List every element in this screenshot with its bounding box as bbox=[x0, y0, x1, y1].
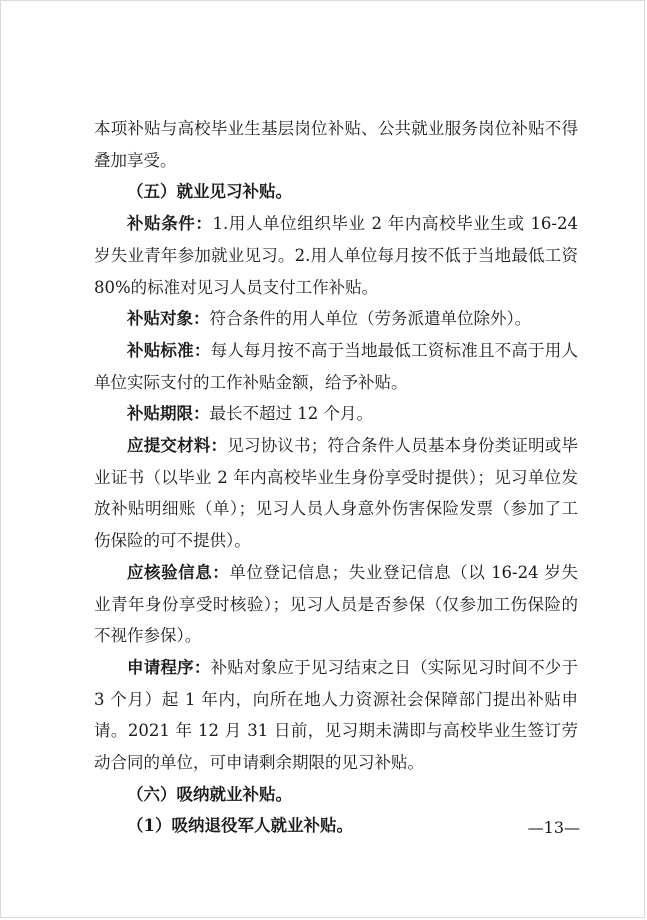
paragraph-target bbox=[94, 303, 578, 335]
text-verify: 单位登记信息；失业登记信息（以 16-24 岁失业青年身份享受时核验）；见习人员是否参保（仅参加工伤保险的不视作参保）。 bbox=[94, 562, 578, 646]
text-documents: 见习协议书；符合条件人员基本身份类证明或毕业证书（以毕业 2 年内高校毕业生身份享受时提供）；见习单位发放补贴明细账（单）；见习人员人身意外伤害保险发票（参加了工伤保险的可不提供）。 bbox=[94, 436, 579, 551]
paragraph-standard bbox=[94, 335, 578, 398]
label-verify: 应核验信息： bbox=[127, 562, 230, 582]
page-number: —13— bbox=[527, 818, 580, 837]
paragraph-conditions bbox=[94, 208, 578, 303]
section-heading-5: （五）就业见习补贴。 bbox=[127, 182, 292, 202]
label-documents: 应提交材料： bbox=[127, 436, 228, 456]
paragraph-documents bbox=[94, 430, 578, 557]
paragraph-period bbox=[94, 398, 578, 430]
text-target: 符合条件的用人单位（劳务派遣单位除外）。 bbox=[209, 309, 532, 329]
text-procedure: 补贴对象应于见习结束之日（实际见习时间不少于 3 个月）起 1 年内，向所在地人力资源社会保障部门提出补贴申请。2021 年 12 月 31 日前，见习期未满即与高校毕业生签订劳动合同的单位，可申请剩余期限的见习补贴。 bbox=[94, 657, 579, 773]
label-conditions: 补贴条件： bbox=[127, 214, 213, 234]
label-period: 补贴期限： bbox=[127, 404, 210, 424]
paragraph-procedure bbox=[94, 652, 578, 779]
label-procedure: 申请程序： bbox=[127, 657, 211, 677]
text-period: 最长不超过 12 个月。 bbox=[209, 404, 373, 424]
paragraph-verify bbox=[94, 557, 578, 652]
label-target: 补贴对象： bbox=[127, 309, 210, 329]
label-standard: 补贴标准： bbox=[127, 340, 211, 360]
text-conditions: 1.用人单位组织毕业 2 年内高校毕业生或 16-24 岁失业青年参加就业见习。2.用人单位每月按不低于当地最低工资 80%的标准对见习人员支付工作补贴。 bbox=[94, 214, 579, 297]
subsection-heading-6-1: （1）吸纳退役军人就业补贴。 bbox=[127, 816, 353, 836]
paragraph-overlap-note: 本项补贴与高校毕业生基层岗位补贴、公共就业服务岗位补贴不得叠加享受。 bbox=[94, 119, 578, 170]
section-heading-6: （六）吸纳就业补贴。 bbox=[127, 784, 292, 804]
text-standard: 每人每月按不高于当地最低工资标准且不高于用人单位实际支付的工作补贴金额，给予补贴。 bbox=[94, 340, 579, 392]
document-body bbox=[94, 113, 578, 842]
